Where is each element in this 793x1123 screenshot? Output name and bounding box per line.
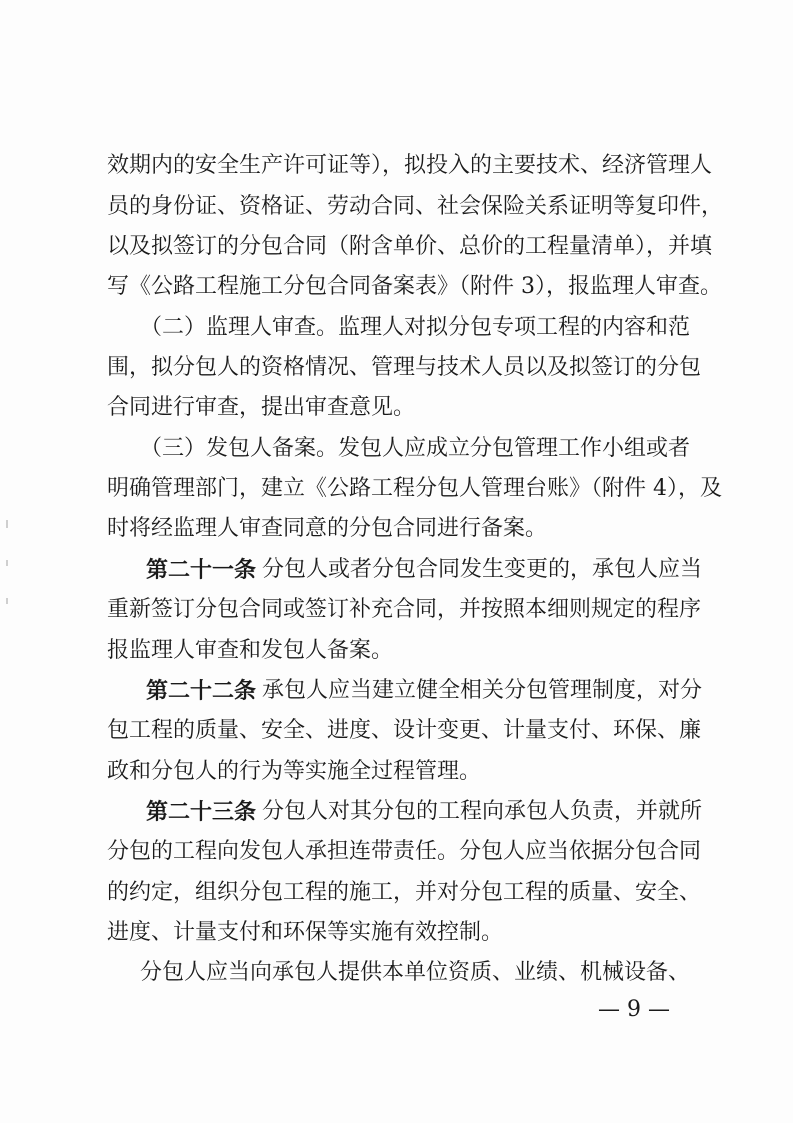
left-margin-mark [6,560,8,566]
article-heading: 第二十三条 [146,799,257,825]
line-text: 效期内的安全生产许可证等），拟投入的主要技术、经济管理人 [107,153,713,178]
article-heading: 第二十一条 [146,557,257,583]
line-text: 分包人应当向承包人提供本单位资质、业绩、机械设备、 [140,960,691,985]
line-text: 分包人或者分包合同发生变更的，承包人应当 [262,557,703,582]
line-text: 写《公路工程施工分包合同备案表》（附件 3），报监理人审查。 [107,274,722,299]
article-heading: 第二十二条 [146,678,257,704]
line-text: 进度、计量支付和环保等实施有效控制。 [107,920,504,945]
line-text: 分包人对其分包的工程向承包人负责，并就所 [262,799,703,824]
line-text: （三）发包人备案。发包人应成立分包管理工作小组或者 [140,436,691,461]
line-text: 明确管理部门，建立《公路工程分包人管理台账》（附件 4），及 [107,476,722,501]
page-number: — 9 — [598,997,670,1022]
line-text: 报监理人审查和发包人备案。 [107,638,394,663]
line-text: 承包人应当建立健全相关分包管理制度，对分 [262,678,703,703]
line-text: 时将经监理人审查同意的分包合同进行备案。 [107,516,548,541]
line-text: 分包的工程向发包人承担连带责任。分包人应当依据分包合同 [107,839,702,864]
line-text: 的约定，组织分包工程的施工，并对分包工程的质量、安全、 [107,880,702,905]
line-text: 包工程的质量、安全、进度、设计变更、计量支付、环保、廉 [107,718,702,743]
line-text: （二）监理人审查。监理人对拟分包专项工程的内容和范 [140,315,691,340]
line-text: 以及拟签订的分包合同（附含单价、总价的工程量清单），并填 [107,234,713,259]
line-text: 围，拟分包人的资格情况、管理与技术人员以及拟签订的分包 [107,355,702,380]
line-text: 合同进行审查，提出审查意见。 [107,395,416,420]
line-text: 重新签订分包合同或签订补充合同，并按照本细则规定的程序 [107,597,702,622]
left-margin-mark [6,520,8,528]
left-margin-mark [6,598,8,604]
line-text: 政和分包人的行为等实施全过程管理。 [107,759,482,784]
line-text: 员的身份证、资格证、劳动合同、社会保险关系证明等复印件， [107,194,724,219]
